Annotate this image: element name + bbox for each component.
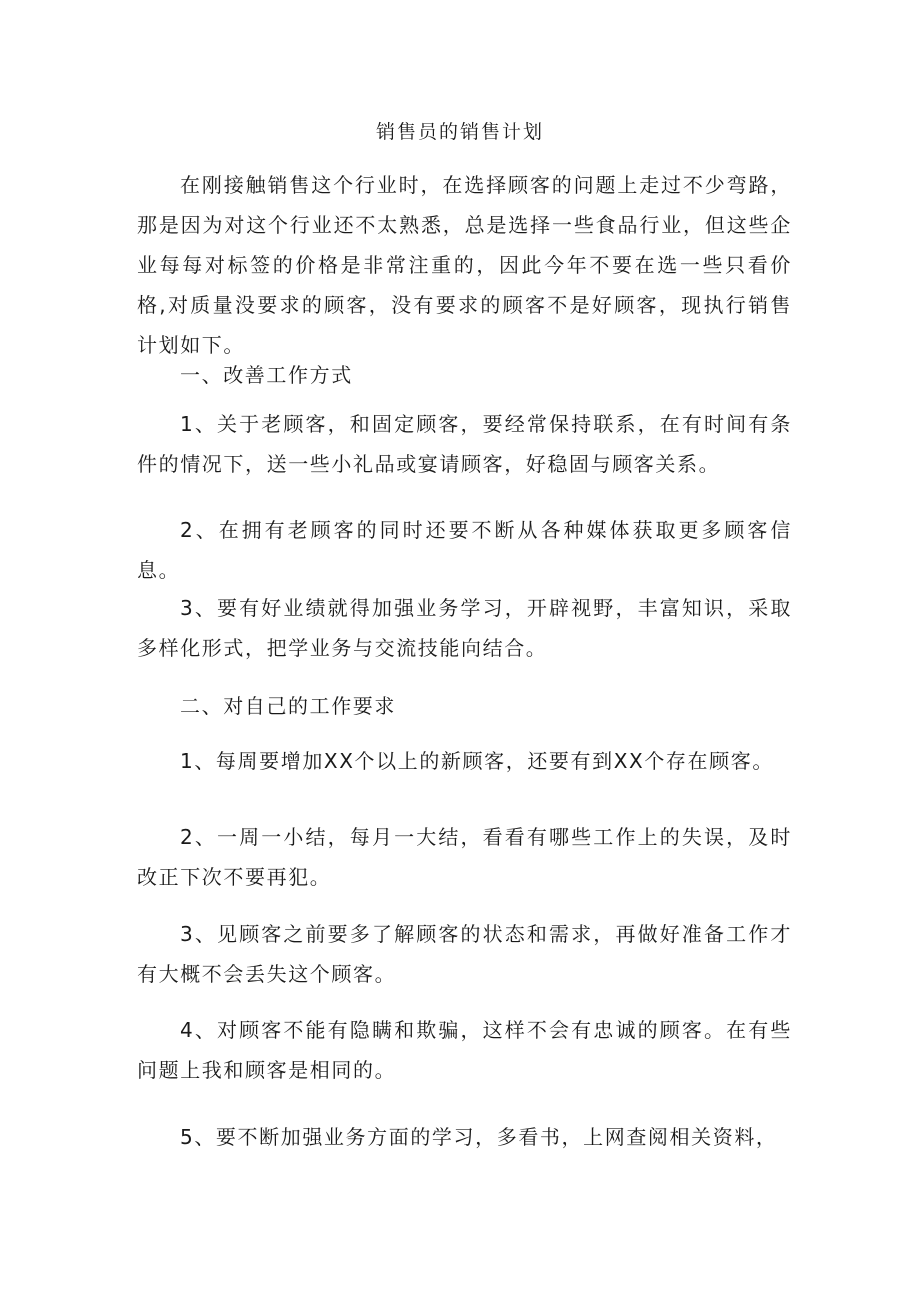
document-title: 销售员的销售计划	[375, 121, 544, 143]
paragraph-item-2-summary: 2、一周一小结，每月一大结，看看有哪些工作上的失误，及时改正下次不要再犯。	[137, 825, 792, 889]
paragraph-item-3-understand-customers: 3、见顾客之前要多了解顾客的状态和需求，再做好准备工作才有大概不会丢失这个顾客。	[137, 922, 792, 986]
paragraph-item-2-media-info: 2、在拥有老顾客的同时还要不断从各种媒体获取更多顾客信息。	[137, 518, 792, 582]
section-heading-improve-work-method: 一、改善工作方式	[180, 363, 353, 387]
paragraph-item-5-study: 5、要不断加强业务方面的学习，多看书，上网查阅相关资料，	[180, 1125, 778, 1149]
paragraph-item-3-business-learning: 3、要有好业绩就得加强业务学习，开辟视野，丰富知识，采取多样化形式，把学业务与交流技能向结合。	[137, 596, 792, 660]
intro-paragraph: 在刚接触销售这个行业时，在选择顾客的问题上走过不少弯路，那是因为对这个行业还不太熟悉，总是选择一些食品行业，但这些企业每每对标签的价格是非常注重的，因此今年不要在选一些只看价格,对质量没要求的顾客，没有要求的顾客不是好顾客，现执行销售计划如下。	[137, 173, 792, 357]
paragraph-item-1-old-customers: 1、关于老顾客，和固定顾客，要经常保持联系，在有时间有条件的情况下，送一些小礼品或宴请顾客，好稳固与顾客关系。	[137, 412, 792, 476]
paragraph-item-4-honesty: 4、对顾客不能有隐瞒和欺骗，这样不会有忠诚的顾客。在有些问题上我和顾客是相同的。	[137, 1018, 792, 1082]
paragraph-item-1-new-customers: 1、每周要增加XX个以上的新顾客，还要有到XX个存在顾客。	[180, 749, 774, 773]
section-heading-self-requirements: 二、对自己的工作要求	[180, 694, 396, 718]
